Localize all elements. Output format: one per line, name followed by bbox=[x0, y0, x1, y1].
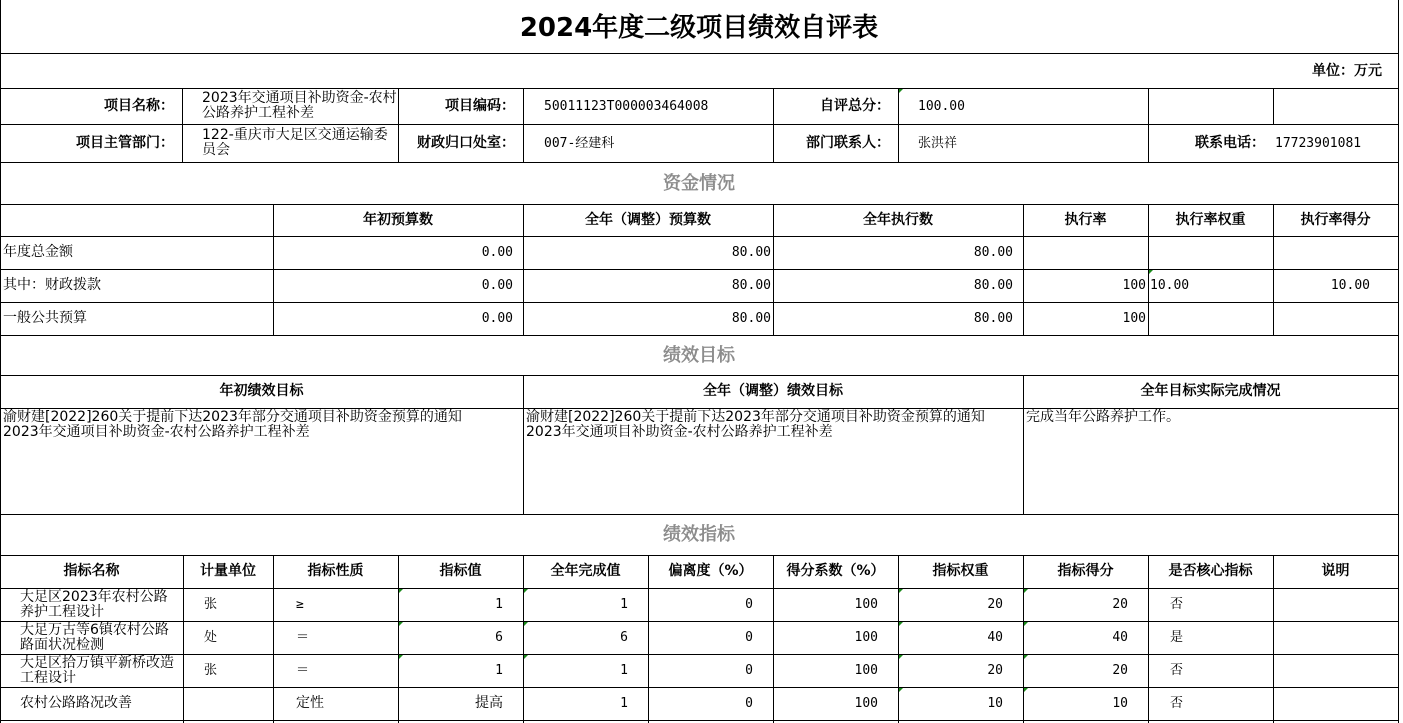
funds-cell: 10.00 bbox=[1330, 278, 1370, 293]
funds-cell: 100 bbox=[1122, 311, 1146, 326]
grid-line bbox=[523, 375, 524, 514]
grid-line bbox=[1398, 0, 1399, 723]
indicators-section-title: 绩效指标 bbox=[663, 524, 735, 545]
project-name-label: 项目名称： bbox=[104, 97, 174, 114]
finance-value: 007-经建科 bbox=[544, 135, 615, 151]
grid-line bbox=[0, 53, 1398, 54]
grid-line bbox=[1273, 88, 1274, 124]
indicators-header: 是否核心指标 bbox=[1168, 563, 1253, 579]
cell-marker bbox=[899, 688, 903, 692]
indicator-name: 农村公路路况改善 bbox=[20, 695, 132, 711]
goals-header-actual: 全年目标实际完成情况 bbox=[1140, 383, 1281, 399]
funds-cell: 0.00 bbox=[481, 245, 513, 260]
finance-label: 财政归口处室： bbox=[417, 134, 515, 151]
indicator-nature: ＝ bbox=[296, 630, 310, 645]
grid-line bbox=[398, 555, 399, 723]
indicator-value: 6 bbox=[495, 630, 503, 645]
funds-section-title: 资金情况 bbox=[663, 172, 735, 194]
indicator-note bbox=[1273, 654, 1398, 687]
indicator-weight: 10 bbox=[987, 696, 1003, 711]
funds-row-label: 其中：财政拨款 bbox=[3, 277, 101, 293]
grid-line bbox=[1023, 555, 1024, 723]
funds-cell: 0.00 bbox=[481, 311, 513, 326]
indicators-header: 得分系数（%） bbox=[786, 563, 885, 579]
funds-header: 全年执行数 bbox=[863, 211, 933, 228]
indicators-header: 指标值 bbox=[439, 563, 482, 579]
grid-line bbox=[0, 269, 1398, 270]
grid-line bbox=[523, 204, 524, 335]
grid-line bbox=[0, 335, 1398, 336]
cell-marker bbox=[1024, 688, 1028, 692]
indicator-name: 大足万古等6镇农村公路路面状况检测 bbox=[20, 621, 169, 653]
funds-cell: 0.00 bbox=[481, 278, 513, 293]
phone-value: 17723901081 bbox=[1275, 135, 1362, 151]
cell-marker bbox=[899, 622, 903, 626]
page-title: 2024年度二级项目绩效自评表 bbox=[519, 12, 879, 43]
indicator-score: 20 bbox=[1112, 597, 1128, 612]
indicator-core: 否 bbox=[1170, 663, 1184, 678]
indicator-deviation: 0 bbox=[745, 597, 753, 612]
grid-line bbox=[1023, 375, 1024, 514]
indicator-coef: 100 bbox=[854, 597, 878, 612]
indicator-core: 否 bbox=[1170, 597, 1184, 612]
indicator-value: 1 bbox=[495, 663, 503, 678]
grid-line bbox=[0, 654, 1398, 655]
indicator-coef: 100 bbox=[854, 663, 878, 678]
grid-line bbox=[773, 88, 774, 162]
goals-header-adjusted: 全年（调整）绩效目标 bbox=[703, 383, 843, 399]
goals-initial-text: 渝财建[2022]260关于提前下达2023年部分交通项目补助资金预算的通知2023年交通项目补助资金-农村公路养护工程补差 bbox=[3, 409, 462, 440]
funds-cell bbox=[1023, 236, 1148, 269]
funds-cell bbox=[1148, 302, 1273, 335]
project-name-value: 2023年交通项目补助资金-农村公路养护工程补差 bbox=[202, 90, 397, 121]
phone-label: 联系电话： bbox=[1195, 134, 1265, 151]
indicators-header: 偏离度（%） bbox=[668, 563, 753, 579]
grid-line bbox=[1273, 555, 1274, 723]
grid-line bbox=[273, 204, 274, 335]
dept-label: 项目主管部门： bbox=[76, 134, 174, 151]
grid-line bbox=[398, 88, 399, 162]
score-label: 自评总分： bbox=[820, 97, 890, 114]
funds-header: 全年（调整）预算数 bbox=[585, 211, 711, 228]
funds-cell bbox=[1273, 302, 1398, 335]
funds-row-label: 年度总金额 bbox=[3, 244, 73, 260]
funds-row-label: 一般公共预算 bbox=[3, 310, 87, 326]
funds-cell: 80.00 bbox=[973, 311, 1013, 326]
funds-cell bbox=[1148, 236, 1273, 269]
indicators-header: 指标性质 bbox=[307, 563, 364, 579]
indicator-nature: ≥ bbox=[296, 597, 304, 612]
grid-line bbox=[1023, 204, 1024, 335]
funds-cell: 100 bbox=[1122, 278, 1146, 293]
cell-marker bbox=[899, 589, 903, 593]
cell-marker bbox=[1149, 270, 1153, 274]
indicator-done: 1 bbox=[620, 696, 628, 711]
funds-cell: 10.00 bbox=[1150, 278, 1190, 293]
cell-marker bbox=[1024, 622, 1028, 626]
indicator-name: 大足区拾万镇平新桥改造工程设计 bbox=[20, 654, 174, 686]
goals-actual-text: 完成当年公路养护工作。 bbox=[1026, 409, 1180, 425]
grid-line bbox=[898, 88, 899, 162]
cell-marker bbox=[399, 622, 403, 626]
funds-header: 年初预算数 bbox=[363, 211, 433, 228]
grid-line bbox=[183, 555, 184, 723]
funds-cell: 80.00 bbox=[973, 245, 1013, 260]
indicator-value: 1 bbox=[495, 597, 503, 612]
funds-header: 执行率 bbox=[1064, 211, 1107, 228]
indicator-weight: 40 bbox=[987, 630, 1003, 645]
grid-line bbox=[1148, 555, 1149, 723]
grid-line bbox=[0, 588, 1398, 589]
indicator-note bbox=[1273, 588, 1398, 621]
grid-line bbox=[0, 408, 1398, 409]
grid-line bbox=[0, 621, 1398, 622]
indicators-header: 指标名称 bbox=[63, 563, 120, 579]
project-code-label: 项目编码： bbox=[445, 97, 515, 114]
grid-line bbox=[0, 555, 1398, 556]
indicator-core: 否 bbox=[1170, 696, 1184, 711]
contact-value: 张洪祥 bbox=[918, 135, 958, 151]
grid-line bbox=[273, 555, 274, 723]
indicator-nature: 定性 bbox=[296, 695, 324, 711]
grid-line bbox=[0, 0, 1, 723]
indicator-score: 10 bbox=[1112, 696, 1128, 711]
grid-line bbox=[1273, 204, 1274, 335]
cell-marker bbox=[524, 589, 528, 593]
indicator-done: 1 bbox=[620, 663, 628, 678]
indicator-coef: 100 bbox=[854, 630, 878, 645]
cell-marker bbox=[524, 655, 528, 659]
grid-line bbox=[0, 687, 1398, 688]
indicator-name: 大足区2023年农村公路养护工程设计 bbox=[20, 588, 168, 620]
indicator-unit: 张 bbox=[204, 597, 218, 612]
grid-line bbox=[0, 236, 1398, 237]
indicators-header: 指标得分 bbox=[1057, 563, 1114, 579]
cell-marker bbox=[399, 655, 403, 659]
cell-marker bbox=[899, 655, 903, 659]
grid-line bbox=[0, 162, 1398, 163]
indicator-coef: 100 bbox=[854, 696, 878, 711]
cell-marker bbox=[1024, 655, 1028, 659]
indicators-header: 计量单位 bbox=[200, 563, 256, 579]
funds-header: 执行率权重 bbox=[1175, 211, 1246, 228]
indicators-header: 指标权重 bbox=[932, 563, 989, 579]
indicator-value: 提高 bbox=[475, 695, 503, 711]
goals-section-title: 绩效目标 bbox=[663, 344, 735, 366]
dept-value: 122-重庆市大足区交通运输委员会 bbox=[202, 127, 388, 158]
indicator-score: 40 bbox=[1112, 630, 1128, 645]
grid-line bbox=[0, 514, 1398, 515]
grid-line bbox=[0, 204, 1398, 205]
funds-cell bbox=[1273, 236, 1398, 269]
grid-line bbox=[0, 375, 1398, 376]
indicators-header: 说明 bbox=[1321, 563, 1350, 579]
grid-line bbox=[1148, 88, 1149, 162]
cell-marker bbox=[899, 89, 903, 93]
grid-line bbox=[0, 88, 1398, 89]
grid-line bbox=[898, 555, 899, 723]
indicator-deviation: 0 bbox=[745, 696, 753, 711]
indicator-unit: 处 bbox=[204, 630, 218, 645]
grid-line bbox=[0, 720, 1398, 721]
indicator-weight: 20 bbox=[987, 663, 1003, 678]
unit-label: 单位：万元 bbox=[1312, 62, 1382, 79]
grid-line bbox=[523, 555, 524, 723]
goals-adjusted-text: 渝财建[2022]260关于提前下达2023年部分交通项目补助资金预算的通知2023年交通项目补助资金-农村公路养护工程补差 bbox=[526, 409, 985, 440]
funds-cell: 80.00 bbox=[973, 278, 1013, 293]
grid-line bbox=[0, 124, 1398, 125]
indicator-deviation: 0 bbox=[745, 663, 753, 678]
indicator-done: 6 bbox=[620, 630, 628, 645]
grid-line bbox=[773, 555, 774, 723]
indicator-score: 20 bbox=[1112, 663, 1128, 678]
funds-cell: 80.00 bbox=[731, 311, 771, 326]
grid-line bbox=[773, 204, 774, 335]
project-code-value: 50011123T000003464008 bbox=[544, 98, 709, 114]
goals-header-initial: 年初绩效目标 bbox=[219, 383, 304, 399]
grid-line bbox=[0, 302, 1398, 303]
grid-line bbox=[523, 88, 524, 162]
indicator-note bbox=[1273, 621, 1398, 654]
funds-cell: 80.00 bbox=[731, 278, 771, 293]
indicator-nature: ＝ bbox=[296, 663, 310, 678]
indicator-note bbox=[1273, 687, 1398, 720]
indicator-unit bbox=[200, 687, 270, 720]
funds-header: 执行率得分 bbox=[1300, 211, 1371, 228]
grid-line bbox=[648, 555, 649, 723]
cell-marker bbox=[399, 589, 403, 593]
score-value: 100.00 bbox=[918, 98, 965, 114]
indicators-header: 全年完成值 bbox=[550, 563, 621, 579]
contact-label: 部门联系人： bbox=[806, 134, 890, 151]
funds-cell: 80.00 bbox=[731, 245, 771, 260]
grid-line bbox=[182, 88, 183, 162]
cell-marker bbox=[524, 622, 528, 626]
indicator-deviation: 0 bbox=[745, 630, 753, 645]
indicator-core: 是 bbox=[1170, 630, 1184, 645]
indicator-done: 1 bbox=[620, 597, 628, 612]
indicator-weight: 20 bbox=[987, 597, 1003, 612]
indicator-unit: 张 bbox=[204, 663, 218, 678]
cell-marker bbox=[1024, 589, 1028, 593]
